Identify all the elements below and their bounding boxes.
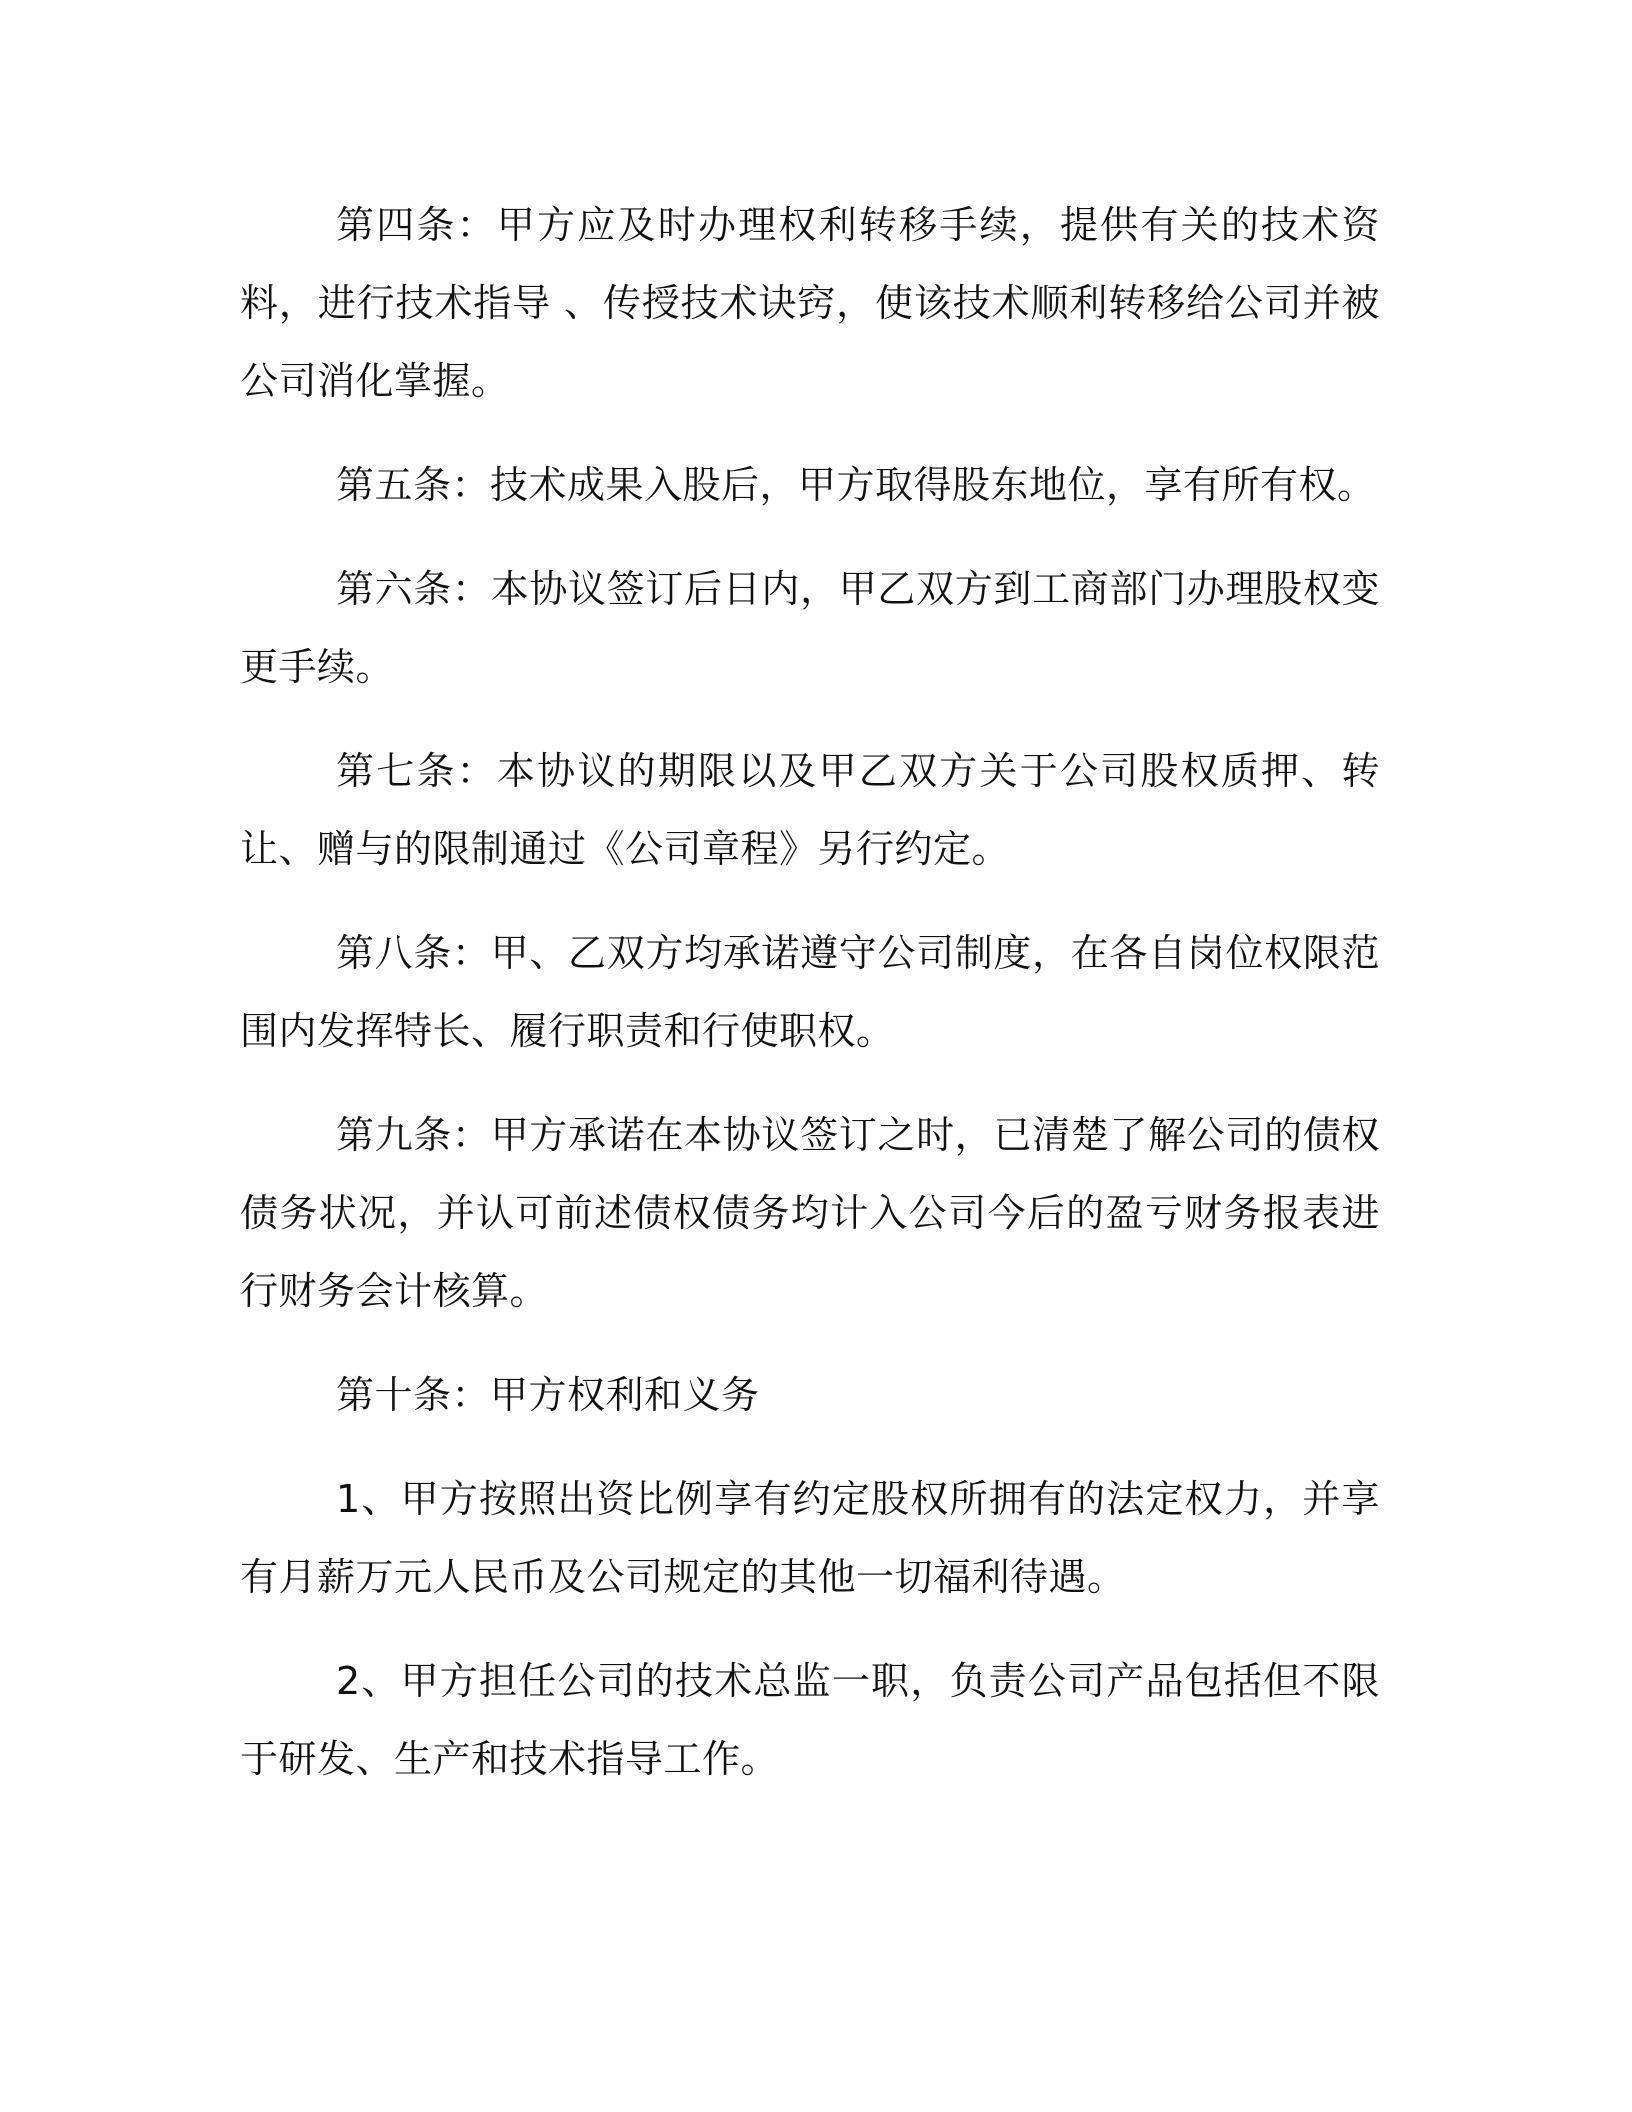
clause-4-paragraph: 第四条：甲方应及时办理权利转移手续，提供有关的技术资料，进行技术指导 、传授技术诀窍，使该技术顺利转移给公司并被公司消化掌握。 [240,203,1380,403]
clause-8-paragraph: 第八条：甲、乙双方均承诺遵守公司制度，在各自岗位权限范围内发挥特长、履行职责和行使职权。 [240,931,1380,1053]
clause-7-paragraph: 第七条：本协议的期限以及甲乙双方关于公司股权质押、转让、赠与的限制通过《公司章程》另行约定。 [240,749,1380,871]
document-body [240,186,1380,1824]
clause-10-item-1: 1、甲方按照出资比例享有约定股权所拥有的法定权力，并享有月薪万元人民币及公司规定的其他一切福利待遇。 [240,1477,1380,1599]
clause-10-heading: 第十条：甲方权利和义务 [336,1373,760,1417]
clause-6-paragraph: 第六条：本协议签订后日内，甲乙双方到工商部门办理股权变更手续。 [240,567,1380,689]
clause-10-item-2: 2、甲方担任公司的技术总监一职，负责公司产品包括但不限于研发、生产和技术指导工作。 [240,1659,1380,1781]
clause-5-paragraph: 第五条：技术成果入股后，甲方取得股东地位，享有所有权。 [336,463,1376,507]
clause-9-paragraph: 第九条：甲方承诺在本协议签订之时，已清楚了解公司的债权债务状况，并认可前述债权债务均计入公司今后的盈亏财务报表进行财务会计核算。 [240,1113,1380,1313]
